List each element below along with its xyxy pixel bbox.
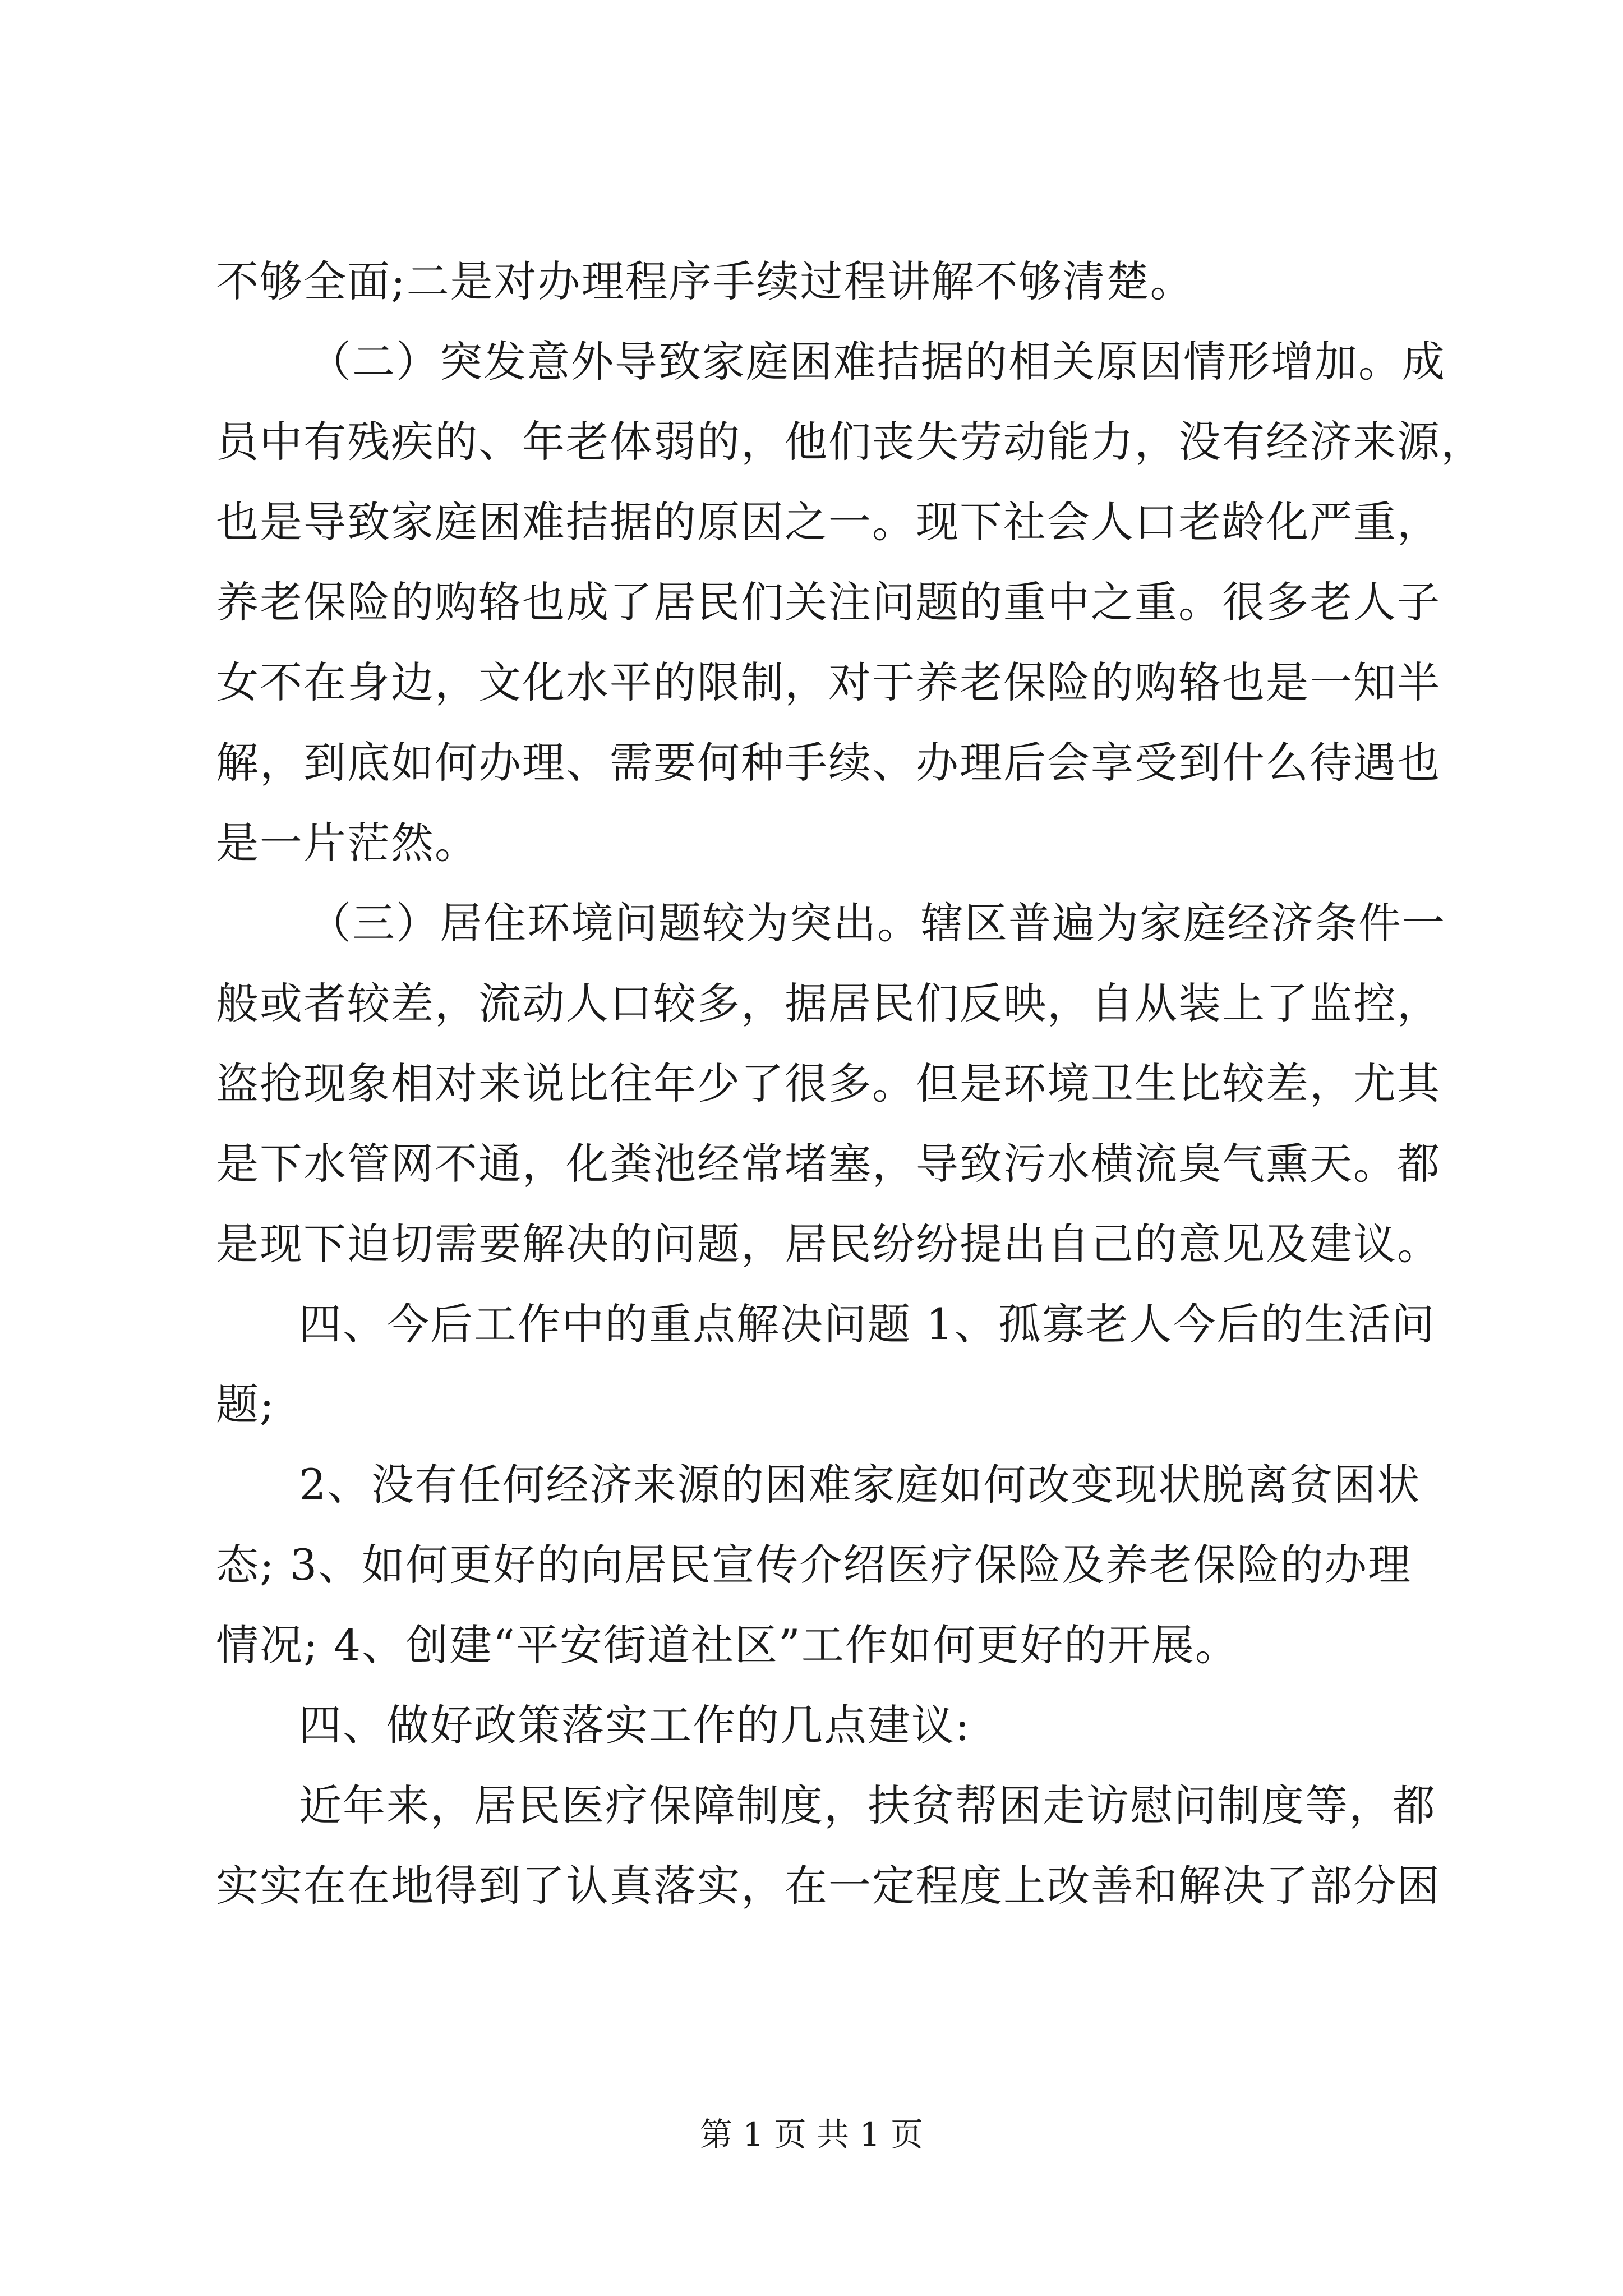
text-line: 是下水管网不通，化粪池经常堵塞，导致污水横流臭气熏天。都: [216, 1139, 1441, 1189]
text-line: 态; 3、如何更好的向居民宣传介绍医疗保险及养老保险的办理: [216, 1540, 1412, 1590]
text-line: 近年来，居民医疗保障制度，扶贫帮困走访慰问制度等，都: [299, 1780, 1436, 1830]
text-line: 四、做好政策落实工作的几点建议:: [299, 1700, 971, 1750]
text-line: 解，到底如何办理、需要何种手续、办理后会享受到什么待遇也: [216, 738, 1441, 788]
text-line: （三）居住环境问题较为突出。辖区普遍为家庭经济条件一: [308, 898, 1446, 948]
text-line: 女不在身边，文化水平的限制，对于养老保险的购辂也是一知半: [216, 657, 1441, 707]
text-line: 盗抢现象相对来说比往年少了很多。但是环境卫生比较差，尤其: [216, 1059, 1441, 1108]
page-footer: 第 1 页 共 1 页: [700, 2115, 923, 2154]
text-line: 般或者较差，流动人口较多，据居民们反映，自从装上了监控，: [216, 978, 1441, 1028]
text-line: （二）突发意外导致家庭困难拮据的相关原因情形增加。成: [308, 337, 1446, 386]
text-line: 实实在在地得到了认真落实，在一定程度上改善和解决了部分困: [216, 1861, 1441, 1911]
text-line: 是现下迫切需要解决的问题，居民纷纷提出自己的意见及建议。: [216, 1219, 1441, 1269]
text-line: 题;: [216, 1379, 275, 1429]
text-line: 养老保险的购辂也成了居民们关注问题的重中之重。很多老人子: [216, 577, 1441, 627]
document-body: [216, 241, 1484, 1926]
text-line: 是一片茫然。: [216, 818, 478, 868]
text-line: 员中有残疾的、年老体弱的，他们丧失劳动能力，没有经济来源，: [216, 417, 1484, 467]
text-line: 不够全面;二是对办理程序手续过程讲解不够清楚。: [216, 256, 1194, 306]
text-line: 四、今后工作中的重点解决问题 1、孤寡老人今后的生活问: [299, 1299, 1436, 1349]
text-line: 也是导致家庭困难拮据的原因之一。现下社会人口老龄化严重，: [216, 497, 1441, 547]
text-line: 情况; 4、创建“平安街道社区”工作如何更好的开展。: [216, 1620, 1239, 1670]
text-line: 2、没有任何经济来源的困难家庭如何改变现状脱离贫困状: [299, 1460, 1421, 1510]
